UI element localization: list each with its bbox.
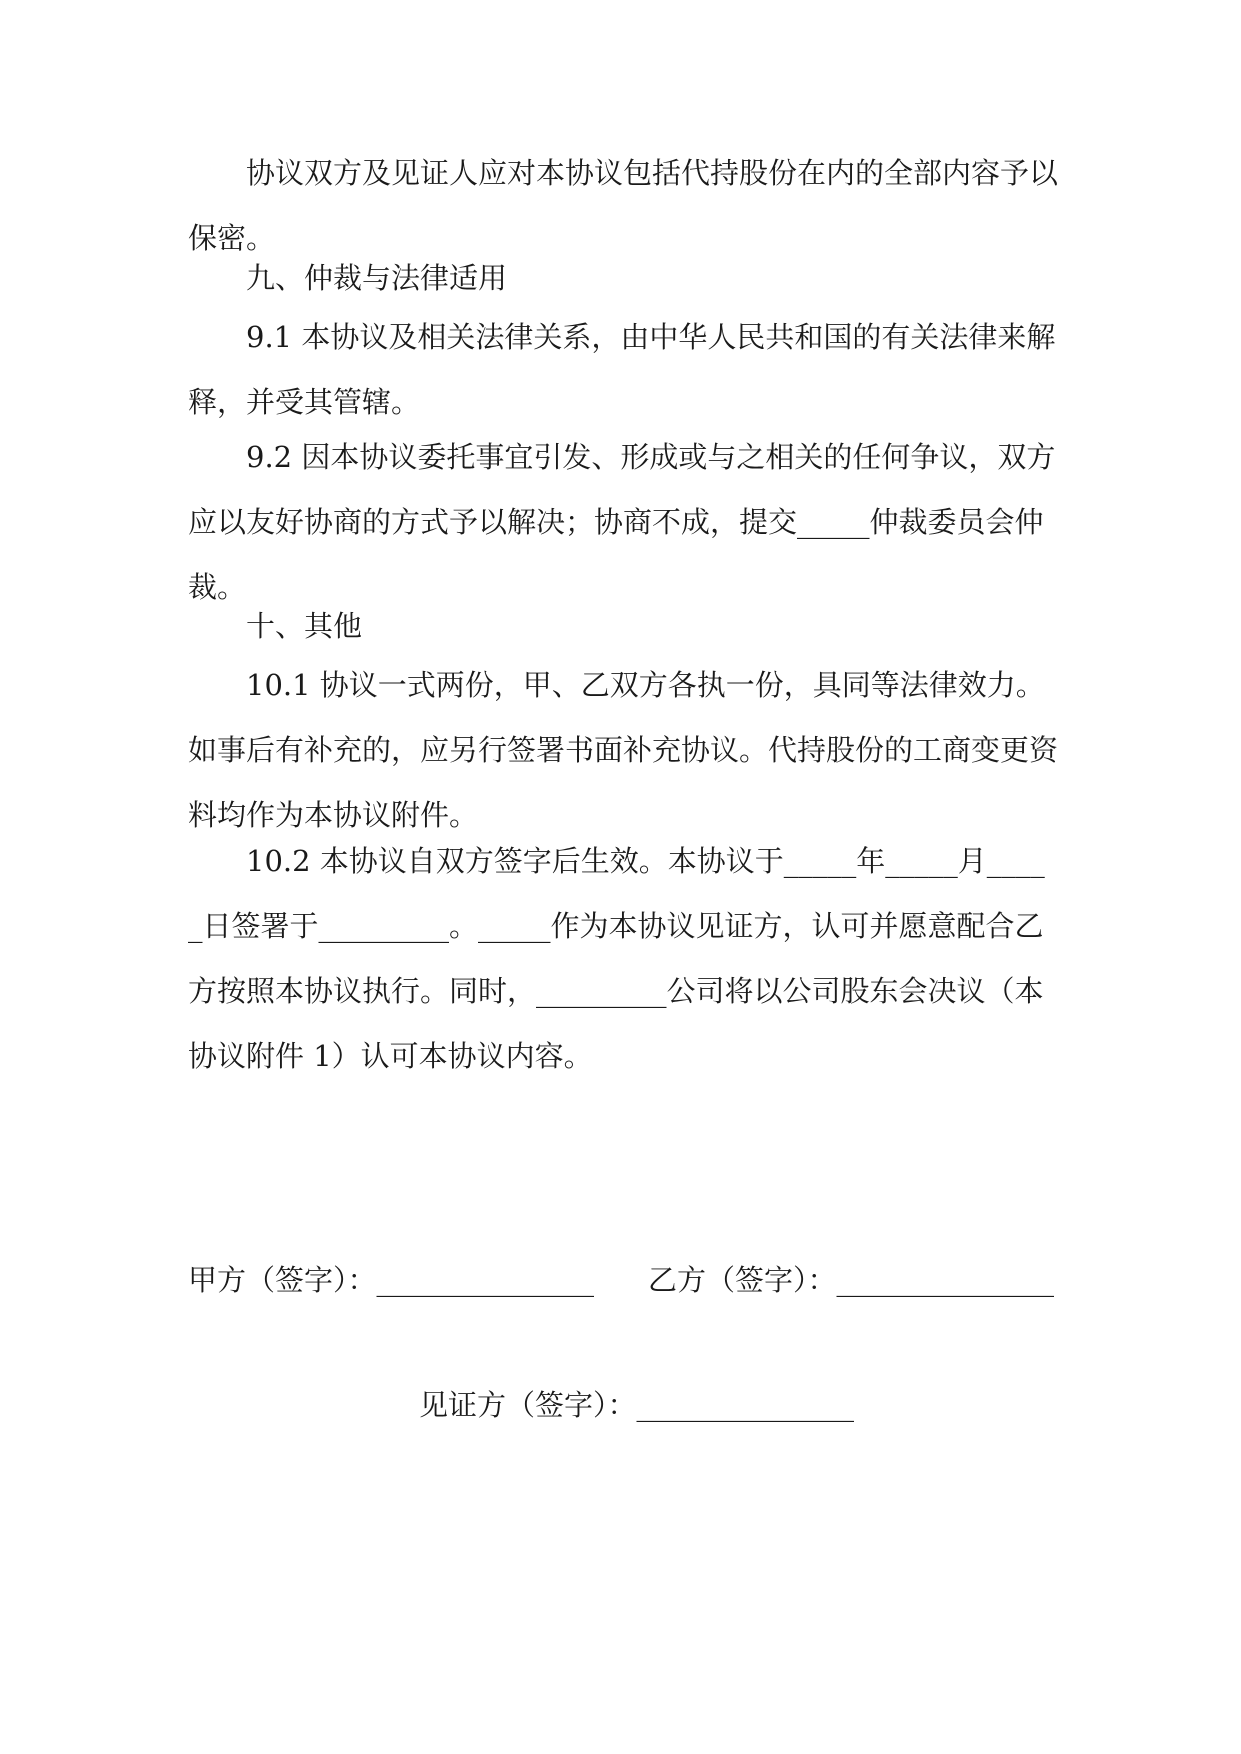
paragraph-10-1: 10.1 协议一式两份，甲、乙双方各执一份，具同等法律效力。如事后有补充的，应另行签署书面补充协议。代持股份的工商变更资料均作为本协议附件。 — [188, 668, 1059, 832]
paragraph-confidentiality: 协议双方及见证人应对本协议包括代持股份在内的全部内容予以保密。 — [188, 156, 1059, 255]
paragraph-10-2: 10.2 本协议自双方签字后生效。本协议于_____年_____月_____日签署于_________。_____作为本协议见证方，认可并愿意配合乙方按照本协议执行。同时，_________公司将以公司股东会决议（本协议附件 1）认可本协议内容。 — [188, 844, 1045, 1073]
party-a-signature-line: 甲方（签字）：_______________ — [188, 1263, 595, 1297]
paragraph-9-2: 9.2 因本协议委托事宜引发、形成或与之相关的任何争议，双方应以友好协商的方式予以解决；协商不成，提交_____仲裁委员会仲裁。 — [188, 440, 1056, 604]
paragraph-9-1: 9.1 本协议及相关法律关系，由中华人民共和国的有关法律来解释，并受其管辖。 — [188, 320, 1056, 419]
section-heading-other: 十、其他 — [246, 609, 363, 643]
witness-signature-line: 见证方（签字）：_______________ — [419, 1388, 855, 1422]
section-heading-arbitration: 九、仲裁与法律适用 — [246, 261, 508, 295]
party-b-signature-line: 乙方（签字）：_______________ — [648, 1263, 1055, 1297]
